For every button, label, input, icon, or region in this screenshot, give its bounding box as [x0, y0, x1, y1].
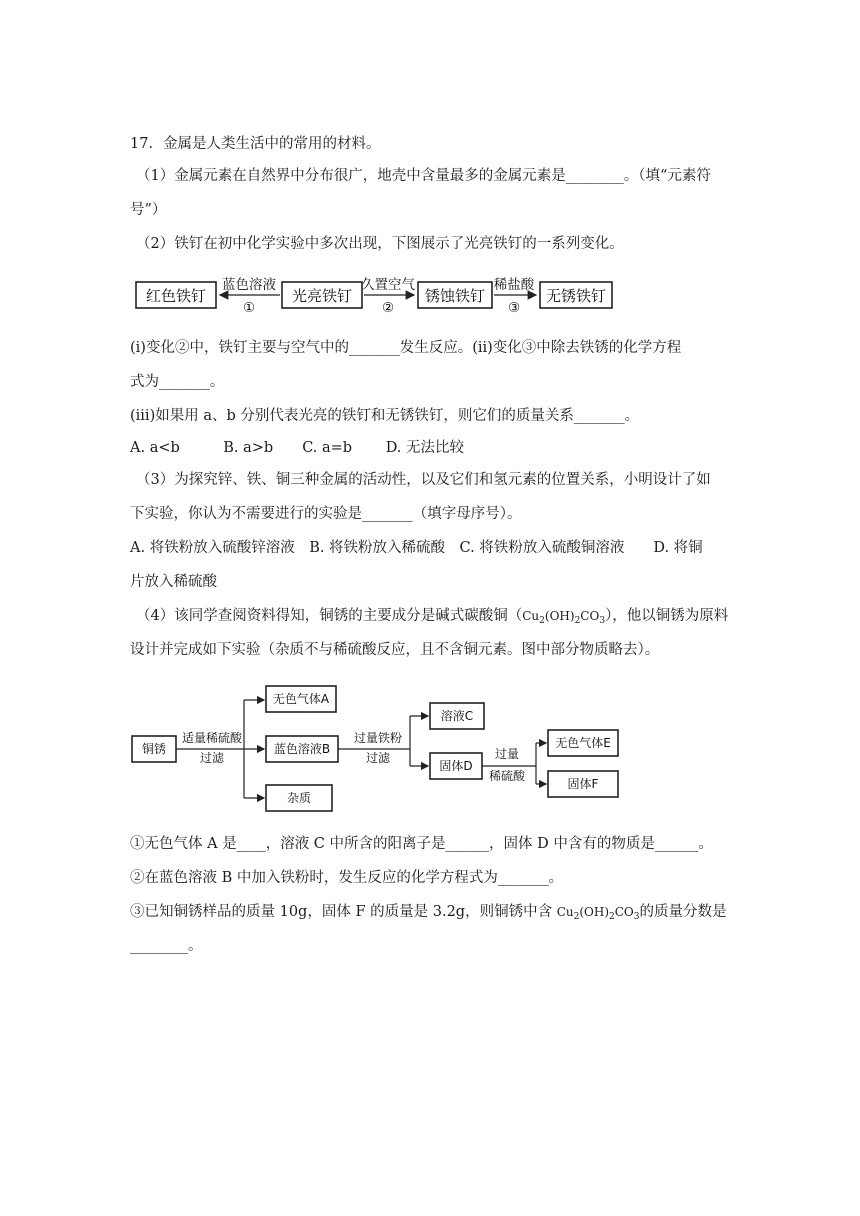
box-gas-e-label: 无色气体E — [555, 736, 611, 750]
part4-line1-end: ），他以铜锈为原料 — [605, 608, 729, 624]
subquestion-3-end: 的质量分数是 — [639, 904, 727, 920]
part4-line2: 设计并完成如下实验（杂质不与稀硫酸反应，且不含铜元素。图中部分物质略去）。 — [130, 642, 660, 658]
part4-line1-text: （4）该同学查阅资料得知，铜锈的主要成分是碱式碳酸铜（ — [136, 608, 523, 624]
part2-options: A. a<b B. a>b C. a=b D. 无法比较 — [130, 440, 465, 456]
box-solid-d-label: 固体D — [439, 759, 473, 773]
arrow-2-number: ② — [381, 300, 395, 316]
box-solution-c-label: 溶液C — [440, 709, 474, 723]
arrow-3-bottom-label: 稀硫酸 — [488, 769, 526, 783]
part1-line1: （1）金属元素在自然界中分布很广，地壳中含量最多的金属元素是________。（填“元素符 — [136, 168, 711, 184]
box-impurity-label: 杂质 — [286, 791, 312, 805]
part1-line2: 号”） — [130, 202, 167, 218]
part3-line2: 下实验，你认为不需要进行的实验是_______（填字母序号）。 — [130, 506, 522, 522]
box-solid-f-label: 固体F — [567, 777, 599, 791]
arrow-1-top-label: 适量稀硫酸 — [181, 731, 243, 745]
subquestion-1: ①无色气体 A 是____，溶液 C 中所含的阳离子是______，固体 D 中含有的物质是______。 — [130, 836, 713, 852]
box-clean-nail-label: 无锈铁钉 — [545, 287, 607, 305]
subquestion-2: ②在蓝色溶液 B 中加入铁粉时，发生反应的化学方程式为_______。 — [130, 870, 564, 886]
part4-line1 — [136, 606, 728, 626]
box-rusty-nail-label: 锈蚀铁钉 — [424, 287, 486, 305]
box-copper-rust-label: 铜锈 — [141, 742, 167, 756]
copper-rust-flow-diagram — [126, 680, 626, 820]
arrow-2-bottom-label: 过滤 — [365, 751, 391, 765]
part3-options-line1: A. 将铁粉放入硫酸锌溶液 B. 将铁粉放入稀硫酸 C. 将铁粉放入硫酸铜溶液 D. 将铜 — [130, 540, 703, 556]
part2-intro: （2）铁钉在初中化学实验中多次出现，下图展示了光亮铁钉的一系列变化。 — [136, 236, 624, 252]
subquestion-3-text: ③已知铜锈样品的质量 10g，固体 F 的质量是 3.2g，则铜锈中含 — [130, 904, 557, 920]
box-red-nail-label: 红色铁钉 — [145, 287, 207, 305]
formula-basic-copper-carbonate: $Cu_2(OH)_2CO_3$ — [522, 609, 606, 626]
box-gas-a-label: 无色气体A — [272, 692, 330, 706]
box-shiny-nail-label: 光亮铁钉 — [291, 287, 353, 305]
iron-nail-diagram — [130, 270, 620, 322]
arrow-1-number: ① — [242, 300, 256, 316]
subquestion-3-line1 — [130, 902, 727, 922]
part2-i-line2: 式为_______。 — [130, 374, 225, 390]
arrow-2-label: 久置空气 — [361, 277, 415, 293]
part2-iii: (iii)如果用 a、b 分别代表光亮的铁钉和无锈铁钉，则它们的质量关系_______。 — [130, 408, 640, 424]
formula-basic-copper-carbonate-2: $Cu_2(OH)_2CO_3$ — [556, 905, 640, 922]
part3-line1: （3）为探究锌、铁、铜三种金属的活动性，以及它们和氢元素的位置关系，小明设计了如 — [136, 472, 711, 488]
arrow-3-number: ③ — [507, 300, 521, 316]
arrow-1-label: 蓝色溶液 — [222, 277, 276, 293]
question-title: 17．金属是人类生活中的常用的材料。 — [130, 136, 381, 152]
subquestion-3-line2: ________。 — [130, 938, 203, 954]
part3-options-line2: 片放入稀硫酸 — [130, 574, 217, 590]
arrow-3-top-label: 过量 — [494, 747, 520, 761]
arrow-2-top-label: 过量铁粉 — [353, 731, 403, 745]
arrow-3-label: 稀盐酸 — [493, 277, 535, 293]
part2-i-line1: (ⅰ)变化②中，铁钉主要与空气中的_______发生反应。(ⅱ)变化③中除去铁锈的化学方程 — [130, 340, 682, 356]
arrow-1-bottom-label: 过滤 — [199, 751, 225, 765]
box-solution-b-label: 蓝色溶液B — [273, 742, 331, 756]
